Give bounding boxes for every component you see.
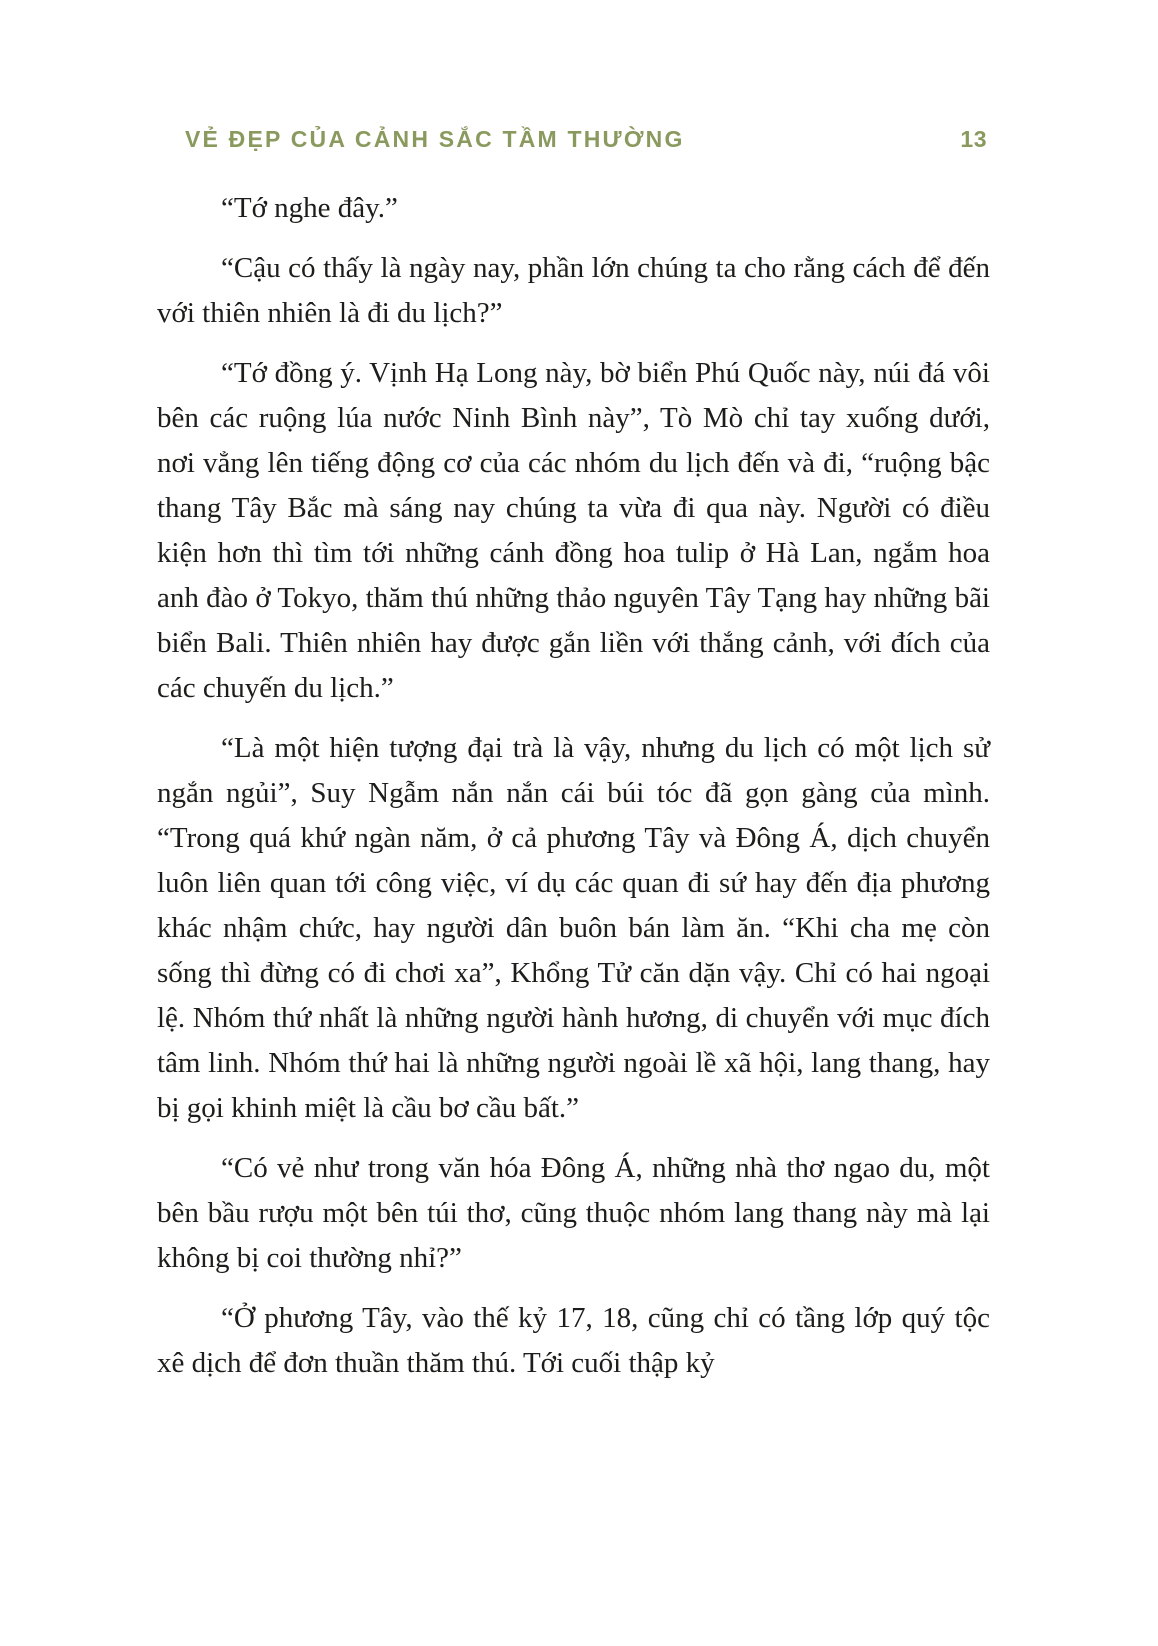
running-title: VẺ ĐẸP CỦA CẢNH SẮC TẦM THƯỜNG [185, 126, 685, 152]
paragraph-5: “Có vẻ như trong văn hóa Đông Á, những nhà thơ ngao du, một bên bầu rượu một bên túi thơ, cũng thuộc nhóm lang thang này mà lại không bị coi thường nhỉ?” [157, 1152, 990, 1274]
paragraph-4: “Là một hiện tượng đại trà là vậy, nhưng du lịch có một lịch sử ngắn ngủi”, Suy Ngẫm nắn nắn cái búi tóc đã gọn gàng của mình. “Trong quá khứ ngàn năm, ở cả phương Tây và Đông Á, dịch chuyển luôn liên quan tới công việc, ví dụ các quan đi sứ hay đến địa phương khác nhậm chức, hay người dân buôn bán làm ăn. “Khi cha mẹ còn sống thì đừng có đi chơi xa”, Khổng Tử căn dặn vậy. Chỉ có hai ngoại lệ. Nhóm thứ nhất là những người hành hương, di chuyển với mục đích tâm linh. Nhóm thứ hai là những người ngoài lề xã hội, lang thang, hay bị gọi khinh miệt là cầu bơ cầu bất.” [157, 732, 990, 1124]
paragraph-6: “Ở phương Tây, vào thế kỷ 17, 18, cũng chỉ có tầng lớp quý tộc xê dịch để đơn thuần thăm thú. Tới cuối thập kỷ [157, 1302, 990, 1379]
paragraph-3: “Tớ đồng ý. Vịnh Hạ Long này, bờ biển Phú Quốc này, núi đá vôi bên các ruộng lúa nước Ninh Bình này”, Tò Mò chỉ tay xuống dưới, nơi vẳng lên tiếng động cơ của các nhóm du lịch đến và đi, “ruộng bậc thang Tây Bắc mà sáng nay chúng ta vừa đi qua này. Người có điều kiện hơn thì tìm tới những cánh đồng hoa tulip ở Hà Lan, ngắm hoa anh đào ở Tokyo, thăm thú những thảo nguyên Tây Tạng hay những bãi biển Bali. Thiên nhiên hay được gắn liền với thắng cảnh, với đích của các chuyến du lịch.” [157, 357, 990, 704]
page-body [157, 186, 990, 1386]
paragraph-1: “Tớ nghe đây.” [221, 192, 398, 224]
page-number: 13 [960, 126, 987, 152]
paragraph-2: “Cậu có thấy là ngày nay, phần lớn chúng ta cho rằng cách để đến với thiên nhiên là đi du lịch?” [157, 252, 990, 329]
page-header [185, 126, 987, 153]
